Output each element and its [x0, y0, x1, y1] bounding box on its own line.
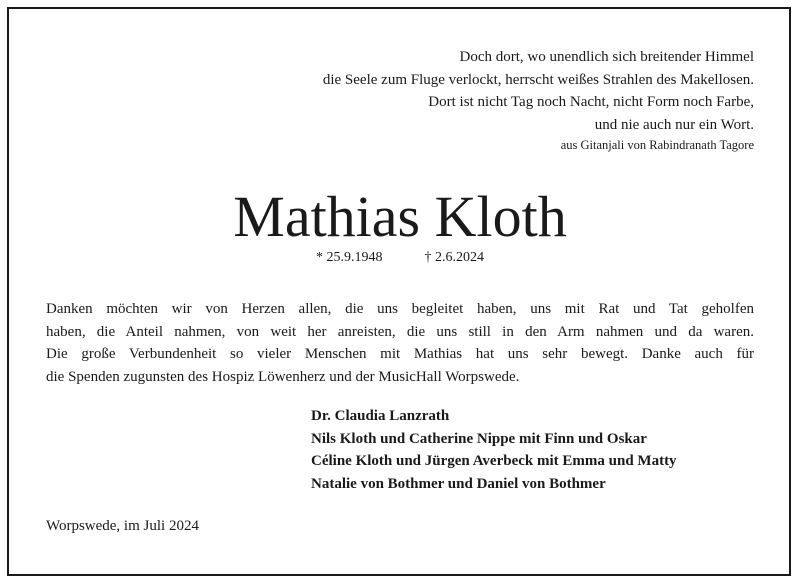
poem-source: aus Gitanjali von Rabindranath Tagore	[560, 138, 754, 152]
poem-line: die Seele zum Fluge verlockt, herrscht weißes Strahlen des Makellosen.	[322, 71, 754, 88]
poem-line: und nie auch nur ein Wort.	[594, 116, 754, 133]
family-member: Céline Kloth und Jürgen Averbeck mit Emma und Matty	[311, 453, 677, 469]
poem-quote	[323, 46, 754, 136]
family-signatures	[311, 405, 677, 495]
family-member: Nils Kloth und Catherine Nippe mit Finn und Oskar	[311, 430, 647, 447]
thanks-line: die Spenden zugunsten des Hospiz Löwenherz und der MusicHall Worpswede.	[46, 368, 520, 385]
family-member: Natalie von Bothmer und Daniel von Bothmer	[311, 475, 606, 492]
thanks-line: Die große Verbundenheit so vieler Menschen mit Mathias hat uns sehr bewegt. Danke auch für	[46, 346, 754, 362]
poem-line: Doch dort, wo unendlich sich breitender Himmel	[459, 49, 754, 65]
thanks-line: Danken möchten wir von Herzen allen, die uns begleitet haben, uns mit Rat und Tat geholfen	[46, 301, 754, 317]
thanks-paragraph	[46, 298, 754, 388]
family-member: Dr. Claudia Lanzrath	[311, 408, 450, 424]
thanks-line: haben, die Anteil nahmen, von weit her anreisten, die uns still in den Arm nahmen und da waren.	[46, 323, 754, 340]
deceased-name: Mathias Kloth	[233, 184, 567, 249]
life-dates	[0, 250, 800, 266]
birth-date: * 25.9.1948	[316, 250, 383, 265]
death-date: † 2.6.2024	[424, 250, 484, 265]
poem-line: Dort ist nicht Tag noch Nacht, nicht Form noch Farbe,	[428, 94, 754, 110]
place-and-date: Worpswede, im Juli 2024	[46, 518, 199, 534]
